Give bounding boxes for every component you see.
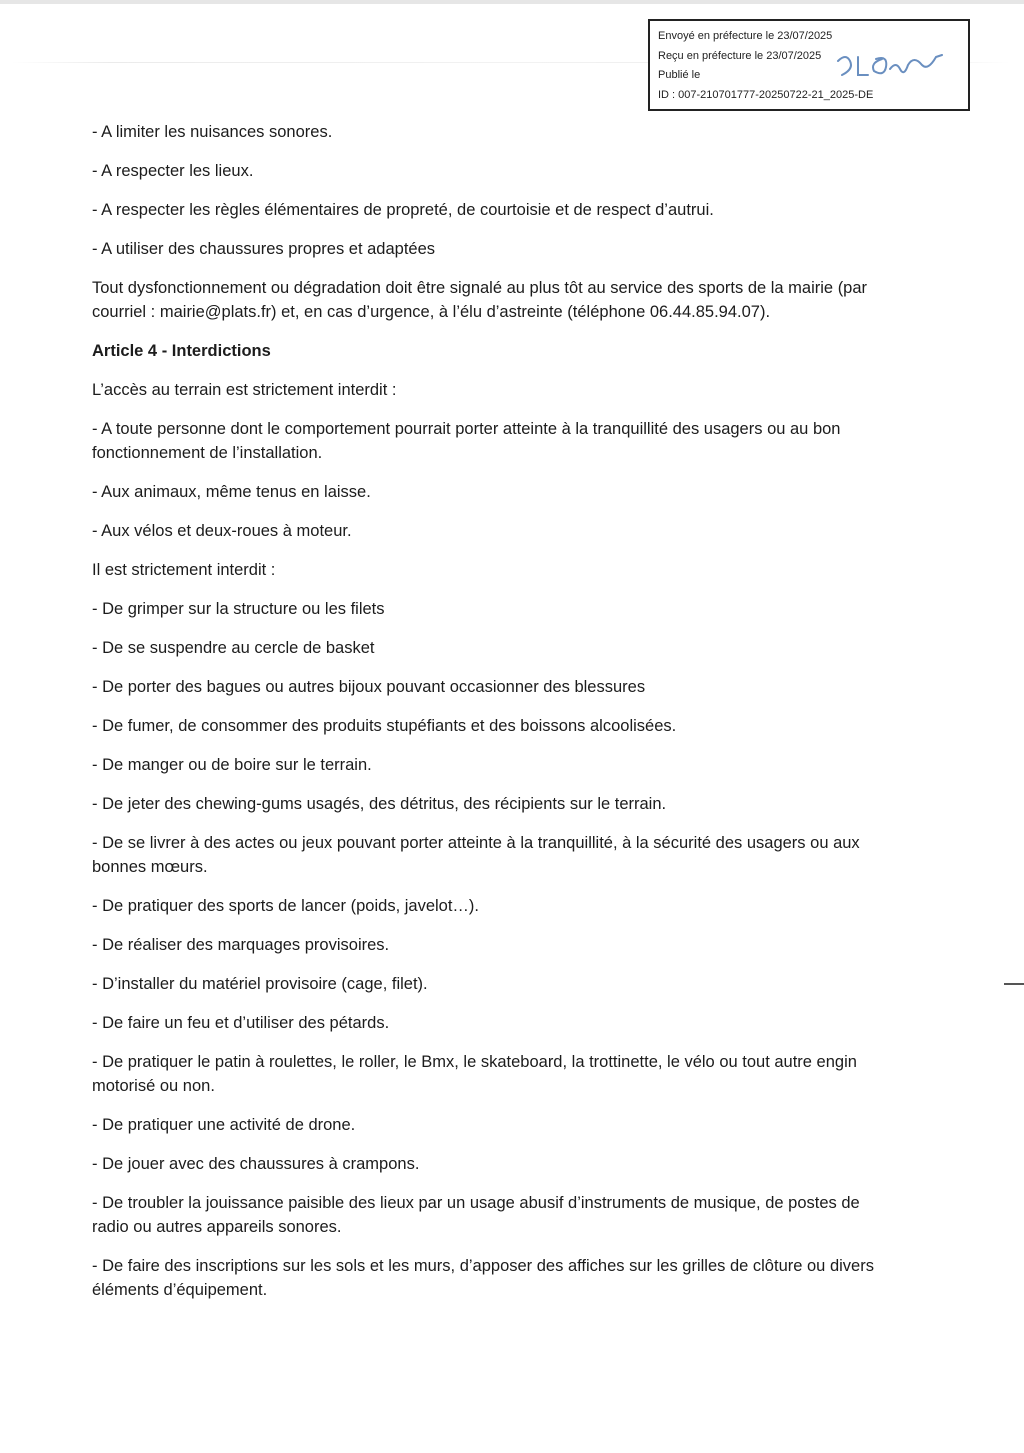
stamp-signature xyxy=(836,51,946,81)
list-item: - De jeter des chewing-gums usagés, des détritus, des récipients sur le terrain. xyxy=(92,795,667,813)
stamp-recu: Reçu en préfecture le 23/07/2025 xyxy=(658,49,822,62)
list-item: - De porter des bagues ou autres bijoux pouvant occasionner des blessures xyxy=(92,678,646,696)
list-item: - De troubler la jouissance paisible des lieux par un usage abusif d’instruments de musique, de postes de radio ou autres appareils sonores. xyxy=(92,1194,860,1236)
list-item: - De réaliser des marquages provisoires. xyxy=(92,936,390,954)
stamp-id: ID : 007-210701777-20250722-21_2025-DE xyxy=(658,88,874,101)
list-item: - De jouer avec des chaussures à crampons. xyxy=(92,1155,420,1173)
list-item: - Aux vélos et deux-roues à moteur. xyxy=(92,522,352,540)
list-item: - A limiter les nuisances sonores. xyxy=(92,123,333,141)
list-item: - D’installer du matériel provisoire (cage, filet). xyxy=(92,975,428,993)
section-heading: Article 4 - Interdictions xyxy=(92,342,271,360)
list-item: - De faire des inscriptions sur les sols et les murs, d’apposer des affiches sur les grilles de clôture ou divers éléments d’équipement. xyxy=(92,1257,874,1299)
prefecture-stamp xyxy=(648,19,970,111)
list-item: - A respecter les lieux. xyxy=(92,162,254,180)
list-item: - De grimper sur la structure ou les filets xyxy=(92,600,385,618)
paragraph: L’accès au terrain est strictement interdit : xyxy=(92,381,397,399)
list-item: - De se suspendre au cercle de basket xyxy=(92,639,375,657)
list-item: - De faire un feu et d’utiliser des pétards. xyxy=(92,1014,390,1032)
page-top-border xyxy=(0,0,1024,4)
list-item: - A respecter les règles élémentaires de propreté, de courtoisie et de respect d’autrui. xyxy=(92,201,714,219)
list-item: - Aux animaux, même tenus en laisse. xyxy=(92,483,371,501)
scan-artifact-mark xyxy=(1004,983,1024,985)
document-body xyxy=(92,120,882,1317)
list-item: - De pratiquer des sports de lancer (poids, javelot…). xyxy=(92,897,480,915)
list-item: - A toute personne dont le comportement pourrait porter atteinte à la tranquillité des usagers ou au bon fonctionnement de l’installation. xyxy=(92,420,841,462)
list-item: - A utiliser des chaussures propres et adaptées xyxy=(92,240,436,258)
list-item: - De se livrer à des actes ou jeux pouvant porter atteinte à la tranquillité, à la sécurité des usagers ou aux bonnes mœurs. xyxy=(92,834,860,876)
stamp-publie: Publié le xyxy=(658,69,701,81)
list-item: - De pratiquer une activité de drone. xyxy=(92,1116,356,1134)
stamp-envoye: Envoyé en préfecture le 23/07/2025 xyxy=(658,30,833,42)
paragraph: Tout dysfonctionnement ou dégradation doit être signalé au plus tôt au service des sports de la mairie (par courriel : mairie@plats.fr) et, en cas d’urgence, à l’élu d’astreinte (téléphone 06.44.85.94.07). xyxy=(92,279,868,321)
paragraph: Il est strictement interdit : xyxy=(92,561,276,579)
list-item: - De fumer, de consommer des produits stupéfiants et des boissons alcoolisées. xyxy=(92,717,677,735)
list-item: - De manger ou de boire sur le terrain. xyxy=(92,756,372,774)
list-item: - De pratiquer le patin à roulettes, le roller, le Bmx, le skateboard, la trottinette, le vélo ou tout autre engin motorisé ou non. xyxy=(92,1053,857,1095)
